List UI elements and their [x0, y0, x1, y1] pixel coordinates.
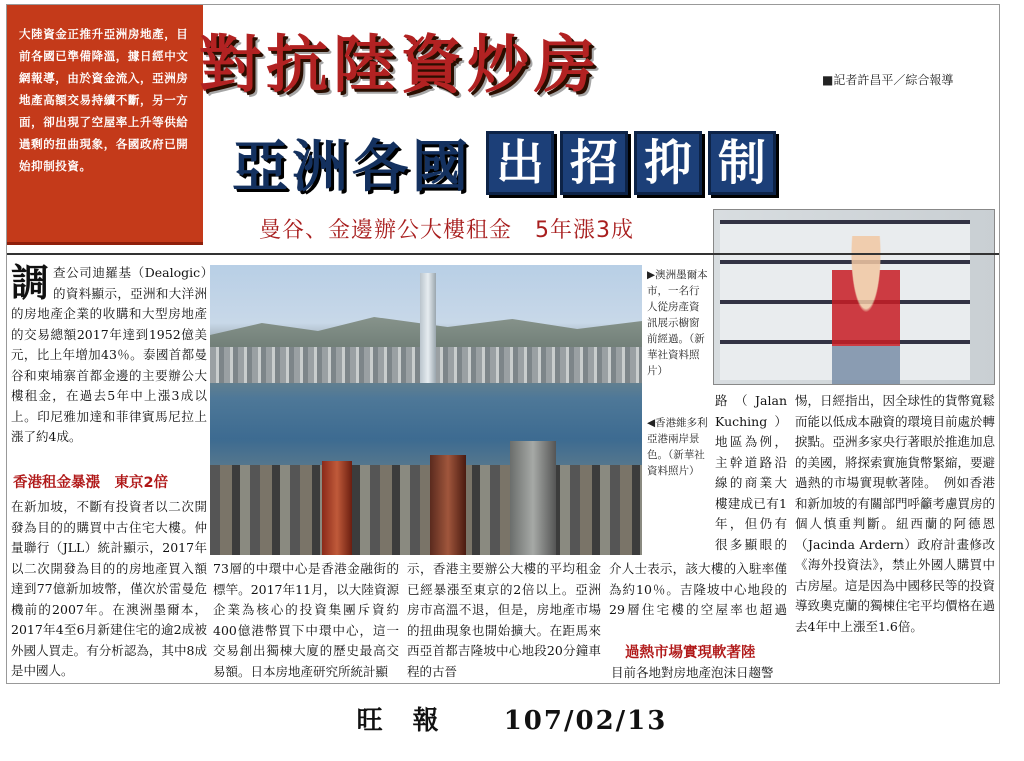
source-footer [0, 700, 1024, 737]
headline-box-char: 招 [560, 131, 628, 195]
headline-box-char: 出 [486, 131, 554, 195]
article-text: 查公司迪羅基（Dealogic）的資料顯示，亞洲和大洋洲的房地產企業的收購和大型房地產的交易總額2017年達到1952億美元，比上年增加43％。泰國首都曼谷和柬埔寨首都金邊的主要辦公大樓租金，在過去5年中上漲3成以上。印尼雅加達和菲律賓馬尼拉上漲了約4成。 [11, 265, 207, 444]
photo-shop-window [713, 209, 995, 385]
subhead-soft-landing: 過熱市場實現軟著陸 [625, 645, 756, 661]
headline-box-char: 制 [708, 131, 776, 195]
article-col-1 [11, 263, 207, 455]
caption-harbour: ◀香港維多利亞港兩岸景色。（新華社資料照片） [647, 417, 708, 477]
publish-date: 107/02/13 [503, 706, 668, 736]
article-col-3: 示，香港主要辦公大樓的平均租金已經暴漲至東京的2倍以上。亞洲房市高溫不退，但是，房地產市場的扭曲現象也開始擴大。在距馬來西亞首都吉隆坡中心地段20分鐘車程的古晉 [407, 561, 601, 679]
caption-shop: ▶澳洲墨爾本市，一名行人從房產資訊展示櫥窗前經過。（新華社資料照片） [647, 269, 708, 377]
subheadline: 曼谷、金邊辦公大樓租金 5年漲3成 [259, 218, 634, 243]
headline-main: 對抗陸資炒房 [199, 28, 602, 101]
headline-second: 亞洲各國 [232, 135, 472, 200]
headline-box-char: 抑 [634, 131, 702, 195]
article-col-1b: 在新加坡，不斷有投資者以二次開發為目的的購買中古住宅大樓。仲量聯行（JLL）統計顯示，2017年以二次開發為目的的房地產買入額達到77億新加坡幣，僅次於雷曼危機前的2007年。在澳洲墨爾本，2017年4至6月新建住宅的逾2成被外國人買走。有分析認為，其中8成是中國人。 [11, 499, 207, 678]
divider [7, 253, 1000, 255]
headline-second-row [232, 123, 782, 203]
newspaper-clipping [6, 4, 1000, 684]
dropcap: 調 [11, 263, 50, 305]
photo-hong-kong-harbour [210, 265, 642, 555]
lead-summary: 大陸資金正推升亞洲房地產，目前各國已準備降溫，據日經中文網報導，由於資金流入，亞洲房地產高額交易持續不斷，另一方面，卻出現了空屋率上升等供給過剩的扭曲現象，各國政府已開始抑制投資。 [7, 5, 203, 245]
article-col-4a: 路（Jalan Kuching）地區為例，主幹道路沿線的商業大樓建成已有1年，但仍有很多顯眼的 [715, 393, 787, 552]
headline-boxed-chars [486, 131, 782, 195]
paper-name: 旺 報 [356, 706, 441, 736]
article-col-2: 73層的中環中心是香港金融街的標竿。2017年11月，以大陸資源企業為核心的投資集團斥資約400億港幣買下中環中心，這一交易創出獨棟大廈的歷史最高交易額。日本房地產研究所統計顯 [213, 561, 399, 679]
byline: ■記者許昌平／綜合報導 [822, 73, 954, 87]
article-col-5: 惕，日經指出，因全球性的貨幣寬鬆而能以低成本融資的環境目前處於轉捩點。亞洲多家央行著眼於推進加息的美國，將探索實施貨幣緊縮，要避過熱的市場實現軟著陸。 例如香港和新加坡的有關部門呼籲考慮買房的個人慎重判斷。紐西蘭的阿德恩（Jacinda Ardern）政府計畫修改《海外投資法》，禁止外國人購買中古房屋。這是因為中國移民等的投資導致奧克蘭的獨棟住宅平均價格在過去4年中上漲至1.6倍。 [795, 393, 995, 634]
article-col-4b: 介人士表示，該大樓的入駐率僅為約10％。吉隆坡中心地段的29層住宅樓的空屋率也超過 [609, 561, 787, 617]
article-col-4c: 目前各地對房地產泡沫日趨警 [611, 665, 774, 680]
subhead-hk-rent: 香港租金暴漲 東京2倍 [13, 475, 169, 491]
